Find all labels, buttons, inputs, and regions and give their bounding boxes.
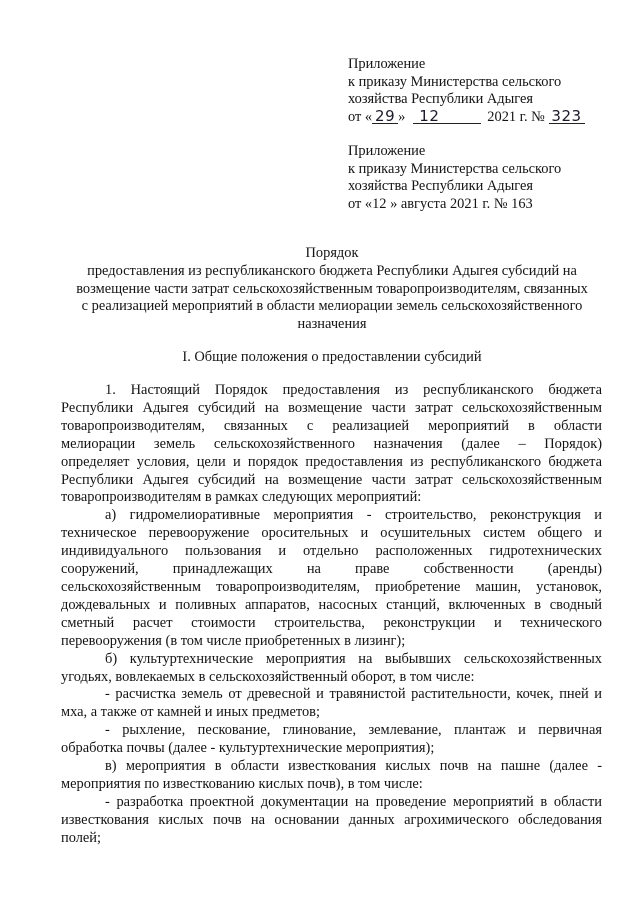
appendix-date-line xyxy=(348,106,628,127)
appendix-label: Приложение xyxy=(348,143,426,159)
paragraph-line: товаропроизводителям в рамках следующих мероприятий: xyxy=(61,489,422,506)
paragraph-line: - рыхление, пескование, глинование, землевание, плантаж и первичная xyxy=(105,722,602,739)
appendix-date-line: от «12 » августа 2021 г. № 163 xyxy=(348,195,533,212)
handwritten-order-number: 323 xyxy=(549,109,585,124)
paragraph-line: полей; xyxy=(61,829,101,846)
title-line: назначения xyxy=(297,316,367,333)
handwritten-day: 29 xyxy=(372,109,398,124)
date-year-number: 2021 г. № xyxy=(487,108,545,125)
handwritten-month: 12 xyxy=(413,109,481,124)
appendix-ministry-line: хозяйства Республики Адыгея xyxy=(348,91,534,107)
paragraph-line: перевооружения (в том числе приобретенных в лизинг); xyxy=(61,632,406,649)
paragraph-line: сметный расчет стоимости строительства, реконструкции и технического xyxy=(61,614,602,631)
title-line: возмещение части затрат сельскохозяйственным товаропроизводителям, связанных xyxy=(76,280,588,297)
appendix-block-current xyxy=(348,56,628,126)
paragraph-line: известкования кислых почв на основании данных агрохимического обследования xyxy=(61,811,602,828)
paragraph-line: угодьях, вовлекаемых в сельскохозяйственный оборот, в том числе: xyxy=(61,668,475,685)
appendix-order-line: к приказу Министерства сельского xyxy=(348,73,562,90)
title-line: предоставления из республиканского бюджета Республики Адыгея субсидий на xyxy=(87,262,577,279)
paragraph-line: б) культуртехнические мероприятия на выбывших сельскохозяйственных xyxy=(105,650,602,667)
title-line: с реализацией мероприятий в области мелиорации земель сельскохозяйственного xyxy=(81,298,583,315)
paragraph-line: - расчистка земель от древесной и травянистой растительности, кочек, пней и xyxy=(105,686,602,703)
paragraph-line: сельскохозяйственным товаропроизводителям, приобретение машин, установок, xyxy=(61,578,602,595)
paragraph-line: мха, а также от камней и иных предметов; xyxy=(61,704,320,721)
appendix-label: Приложение xyxy=(348,56,426,72)
paragraph-line: обработка почвы (далее - культуртехнические мероприятия); xyxy=(61,740,435,757)
paragraph-line: дождевальных и поливных аппаратов, насосных станций, включенных в сводный xyxy=(61,596,602,613)
title-line: Порядок xyxy=(305,245,359,261)
appendix-ministry-line: хозяйства Республики Адыгея xyxy=(348,178,534,194)
appendix-order-line: к приказу Министерства сельского xyxy=(348,160,562,177)
paragraph-line: товаропроизводителям, связанных с реализацией мероприятий в области xyxy=(61,417,602,434)
paragraph-line: сооружений, принадлежащих на праве собственности (аренды) xyxy=(61,561,602,578)
paragraph-line: мероприятия по известкованию кислых почв), в том числе: xyxy=(61,775,423,792)
paragraph-line: а) гидромелиоративные мероприятия - строительство, реконструкция и xyxy=(105,507,602,524)
paragraph-line: мелиорации земель сельскохозяйственного назначения (далее – Порядок) xyxy=(61,435,602,452)
appendix-block-previous xyxy=(348,143,628,213)
date-day-close: » xyxy=(398,108,406,125)
paragraph-line: Республики Адыгея субсидий на возмещение части затрат сельскохозяйственным xyxy=(61,471,602,488)
document-title xyxy=(62,245,602,334)
paragraph-line: 1. Настоящий Порядок предоставления из республиканского бюджета xyxy=(105,382,602,398)
paragraph-line: в) мероприятия в области известкования кислых почв на пашне (далее - xyxy=(105,758,602,775)
paragraph-line: Республики Адыгея субсидий на возмещение части затрат сельскохозяйственным xyxy=(61,399,602,416)
paragraph-line: техническое перевооружение оросительных и осушительных систем общего и xyxy=(61,525,602,542)
paragraph-line: определяет условия, цели и порядок предоставления из республиканского бюджета xyxy=(61,453,602,470)
document-body xyxy=(61,382,602,848)
date-prefix: от « xyxy=(348,108,373,125)
paragraph-line: - разработка проектной документации на проведение мероприятий в области xyxy=(105,793,602,810)
section-heading: I. Общие положения о предоставлении субсидий xyxy=(182,349,482,365)
paragraph-line: индивидуального пользования и отдельно расположенных гидротехнических xyxy=(61,543,602,560)
